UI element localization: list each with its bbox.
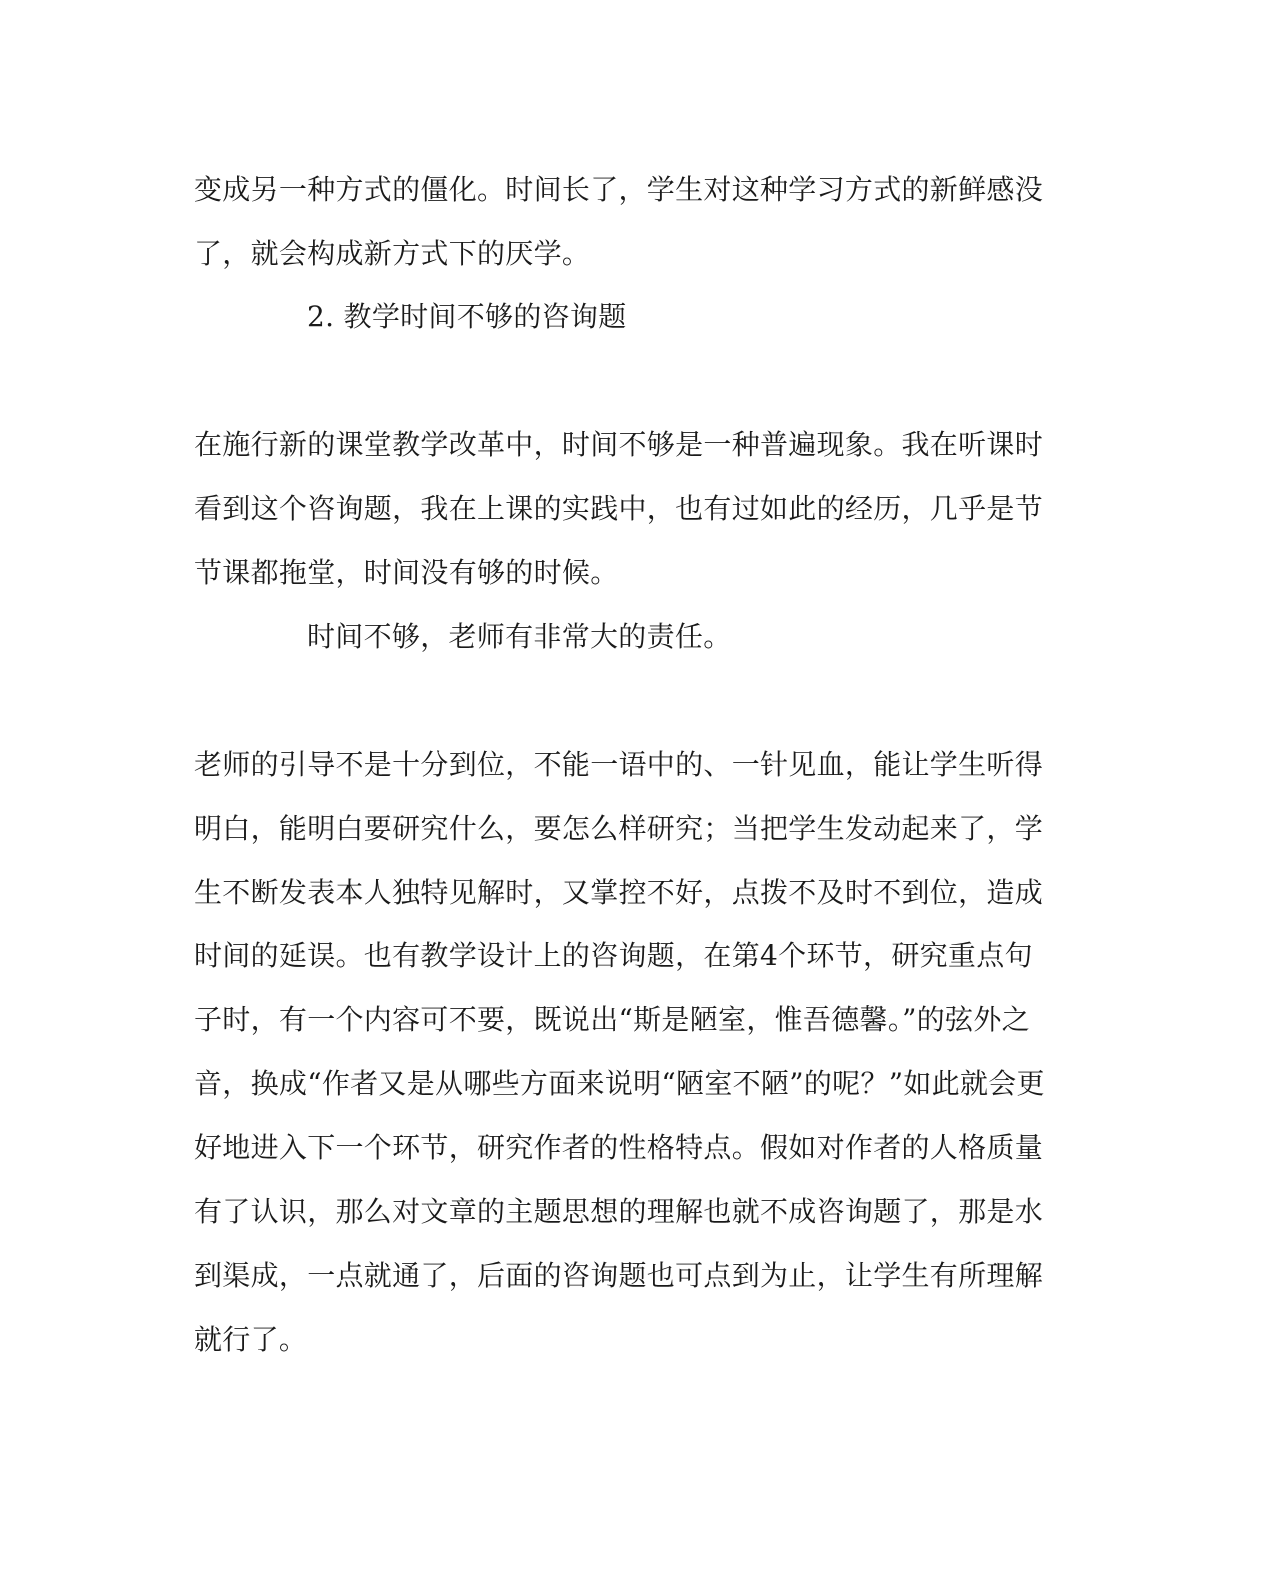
paragraph-line: 在施行新的课堂教学改革中，时间不够是一种普遍现象。我在听课时 — [194, 428, 1044, 461]
paragraph-line: 就行了。 — [194, 1323, 308, 1356]
paragraph-line: 时间不够，老师有非常大的责任。 — [307, 620, 732, 653]
paragraph-line: 有了认识，那么对文章的主题思想的理解也就不成咨询题了，那是水 — [194, 1195, 1044, 1228]
paragraph-line: 看到这个咨询题，我在上课的实践中，也有过如此的经历，几乎是节 — [194, 492, 1044, 525]
section-heading: 2. 教学时间不够的咨询题 — [307, 300, 627, 333]
paragraph-line: 了，就会构成新方式下的厌学。 — [194, 237, 591, 270]
paragraph-line: 明白，能明白要研究什么，要怎么样研究；当把学生发动起来了，学 — [194, 812, 1044, 845]
paragraph-line: 老师的引导不是十分到位，不能一语中的、一针见血，能让学生听得 — [194, 748, 1044, 781]
paragraph-line: 音，换成“作者又是从哪些方面来说明“陋室不陋”的呢？”如此就会更 — [194, 1067, 1045, 1100]
paragraph-line: 时间的延误。也有教学设计上的咨询题，在第4个环节，研究重点句 — [194, 939, 1033, 972]
paragraph-line: 好地进入下一个环节，研究作者的性格特点。假如对作者的人格质量 — [194, 1131, 1044, 1164]
paragraph-line: 节课都拖堂，时间没有够的时候。 — [194, 556, 619, 589]
paragraph-line: 生不断发表本人独特见解时，又掌控不好，点拨不及时不到位，造成 — [194, 876, 1044, 909]
paragraph-line: 变成另一种方式的僵化。时间长了，学生对这种学习方式的新鲜感没 — [194, 173, 1044, 206]
paragraph-line: 子时，有一个内容可不要，既说出“斯是陋室，惟吾德馨。”的弦外之 — [194, 1003, 1030, 1036]
paragraph-line: 到渠成，一点就通了，后面的咨询题也可点到为止，让学生有所理解 — [194, 1259, 1044, 1292]
